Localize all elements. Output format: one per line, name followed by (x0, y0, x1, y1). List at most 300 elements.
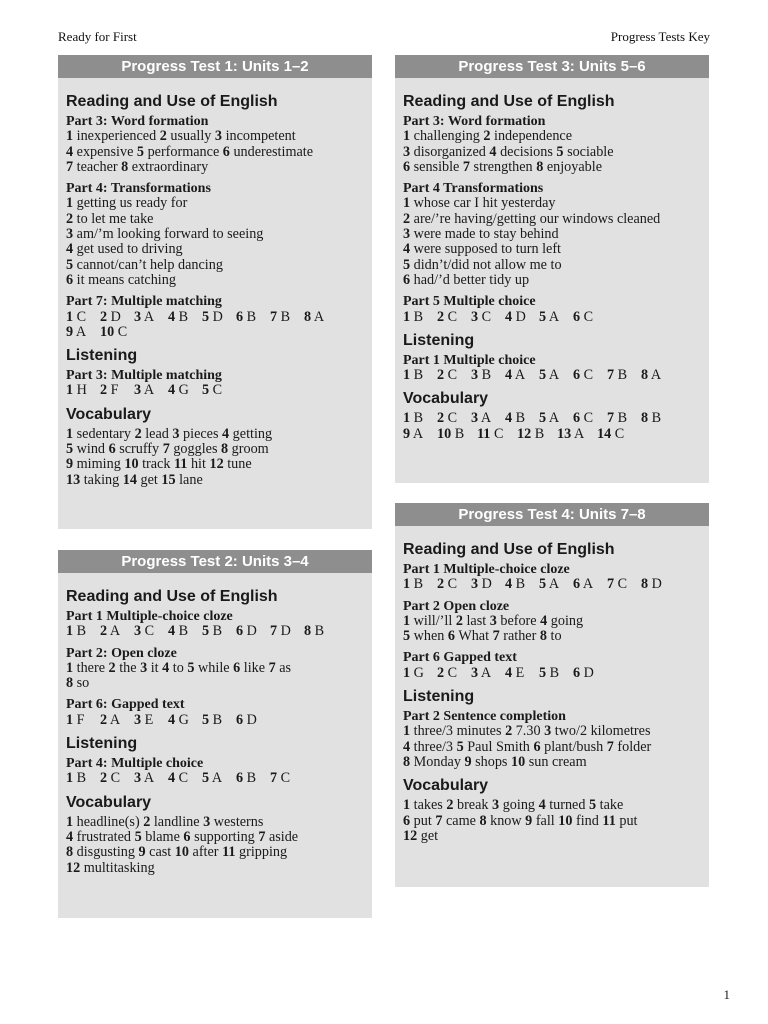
answer-text: sedentary (76, 425, 132, 442)
section-heading: Listening (66, 735, 138, 753)
answer-line (66, 473, 364, 488)
answer-item (448, 628, 489, 644)
answer-number: 4 (66, 143, 74, 160)
answer-number: 3 (134, 770, 142, 787)
answer-item (607, 577, 641, 592)
answer-number: 1 (403, 664, 411, 681)
answer-text: B (76, 770, 87, 787)
answer-text: B (534, 425, 545, 442)
answer-line (66, 196, 364, 211)
answer-item (403, 828, 438, 844)
answer-text: C (583, 308, 594, 325)
answer-number: 14 (597, 425, 612, 442)
answer-item (202, 771, 236, 786)
answer-item (203, 814, 263, 830)
answer-item (403, 813, 432, 829)
answer-item (233, 660, 265, 676)
answer-text: miming (76, 456, 121, 473)
answer-part (66, 181, 364, 288)
answer-item (66, 713, 100, 728)
answer-item (172, 426, 218, 442)
answer-number: 3 (140, 659, 148, 676)
part-title: Part 4: Transformations (66, 181, 211, 197)
answer-text: D (212, 308, 223, 325)
answer-text: C (212, 382, 223, 399)
answer-text: B (314, 623, 325, 640)
answer-number: 12 (403, 827, 418, 844)
answer-text: C (280, 770, 291, 787)
answer-text: like (243, 659, 266, 676)
answer-number: 3 (489, 612, 497, 629)
answer-number: 5 (539, 664, 547, 681)
answer-text: folder (617, 738, 652, 755)
answer-text: find (576, 812, 599, 829)
answer-text: B (549, 664, 560, 681)
answer-text: B (454, 425, 465, 442)
answer-item (437, 577, 471, 592)
answer-number: 5 (403, 256, 411, 273)
answer-number: 1 (66, 711, 74, 728)
answer-item (66, 383, 100, 398)
answer-number: 1 (403, 723, 411, 740)
answer-line (403, 798, 701, 813)
answer-item (539, 577, 573, 592)
answer-text: going (550, 612, 584, 629)
answer-item (403, 226, 559, 242)
answer-number: 6 (573, 367, 581, 384)
answer-number: 6 (108, 441, 116, 458)
answer-text: D (583, 664, 594, 681)
answer-number: 2 (100, 382, 108, 399)
answer-line (66, 861, 364, 876)
answer-number: 1 (403, 797, 411, 814)
panel-progress-test-3 (395, 55, 709, 483)
header-left-text: Ready for First (58, 29, 137, 44)
answer-number: 7 (462, 158, 470, 175)
answer-part (403, 709, 701, 770)
answer-text: landline (153, 813, 200, 830)
answer-text: underestimate (233, 143, 314, 160)
answer-item (471, 577, 505, 592)
answer-number: 13 (557, 425, 572, 442)
panel-title: Progress Test 4: Units 7–8 (395, 503, 709, 526)
answer-number: 10 (174, 844, 189, 861)
answer-item (221, 441, 269, 457)
answer-number: 1 (66, 813, 74, 830)
answer-number: 4 (505, 367, 513, 384)
answer-number: 8 (641, 576, 649, 593)
answer-text: D (651, 576, 662, 593)
answer-text: westerns (213, 813, 264, 830)
answer-text: taking (83, 471, 120, 488)
answer-item (137, 144, 219, 160)
answer-number: 3 (471, 308, 479, 325)
answer-item (66, 310, 100, 325)
answer-text: getting (232, 425, 273, 442)
answer-text: enjoyable (546, 158, 602, 175)
answer-item (556, 144, 613, 160)
answer-text: C (583, 367, 594, 384)
answer-number: 4 (505, 664, 513, 681)
answer-item (140, 660, 159, 676)
answer-item (223, 144, 313, 160)
panel-body (395, 78, 709, 456)
answer-number: 2 (108, 659, 116, 676)
answer-text: put (619, 812, 638, 829)
part-title: Part 1 Multiple choice (403, 352, 536, 368)
answer-number: 13 (66, 471, 81, 488)
answer-text: so (76, 675, 90, 692)
answer-part (403, 798, 701, 844)
answer-number: 4 (505, 308, 513, 325)
answer-number: 7 (162, 441, 170, 458)
panel-progress-test-4 (395, 503, 709, 887)
answer-number: 7 (607, 367, 615, 384)
answer-number: 4 (168, 770, 176, 787)
answer-text: D (515, 308, 526, 325)
answer-item (403, 128, 480, 144)
answer-number: 5 (202, 308, 210, 325)
answer-text: A (75, 323, 87, 340)
answer-text: getting us ready for (76, 195, 188, 212)
answer-item (66, 675, 89, 691)
answer-text: G (413, 664, 424, 681)
part-title: Part 4 Transformations (403, 181, 544, 197)
answer-number: 5 (589, 797, 597, 814)
answer-number: 3 (544, 723, 552, 740)
panel-title: Progress Test 1: Units 1–2 (58, 55, 372, 78)
answer-text: were supposed to turn left (413, 241, 561, 258)
answer-text: C (447, 308, 458, 325)
answer-text: C (447, 367, 458, 384)
answer-number: 2 (100, 623, 108, 640)
section-heading: Vocabulary (66, 405, 152, 423)
answer-line (66, 258, 364, 273)
answer-text: A (548, 576, 560, 593)
answer-number: 7 (66, 158, 74, 175)
answer-item (66, 241, 183, 257)
answer-item (66, 195, 187, 211)
answer-number: 5 (187, 659, 195, 676)
answer-number: 4 (168, 382, 176, 399)
panel-title: Progress Test 2: Units 3–4 (58, 550, 372, 573)
answer-text: A (480, 664, 492, 681)
answer-number: 6 (66, 271, 74, 288)
answer-text: B (212, 623, 223, 640)
answer-text: sun cream (528, 753, 587, 770)
answer-item (100, 624, 134, 639)
answer-number: 11 (602, 812, 616, 829)
answer-number: 4 (505, 410, 513, 427)
answer-number: 2 (483, 128, 491, 145)
answer-number: 7 (607, 576, 615, 593)
answer-number: 1 (403, 410, 411, 427)
answer-number: 6 (403, 271, 411, 288)
answer-item (134, 310, 168, 325)
answer-text: had/’d better tidy up (413, 271, 530, 288)
answer-number: 1 (403, 308, 411, 325)
answer-text: A (650, 367, 662, 384)
answer-text: usually (170, 128, 212, 145)
answer-number: 6 (573, 308, 581, 325)
answer-number: 3 (134, 382, 142, 399)
answer-text: didn’t/did not allow me to (413, 256, 562, 273)
answer-item (124, 456, 170, 472)
answer-number: 5 (539, 308, 547, 325)
answer-number: 4 (403, 738, 411, 755)
answer-item (168, 310, 202, 325)
answer-text: B (413, 367, 424, 384)
answer-item (109, 441, 160, 457)
answer-number: 5 (134, 828, 142, 845)
answer-part (66, 427, 364, 488)
answer-text: B (178, 308, 189, 325)
answer-item (66, 829, 131, 845)
answer-item (403, 613, 452, 629)
answer-item (202, 713, 236, 728)
answer-item (403, 272, 529, 288)
answer-text: A (548, 410, 560, 427)
answer-text: B (651, 410, 662, 427)
part-title: Part 6 Gapped text (403, 650, 517, 666)
answer-part (66, 368, 364, 399)
answer-item (163, 441, 218, 457)
answer-text: get (420, 827, 439, 844)
answer-item (160, 128, 212, 144)
answer-line (403, 629, 701, 644)
answer-line (403, 666, 701, 681)
section-heading: Vocabulary (403, 390, 489, 408)
answer-text: A (143, 382, 155, 399)
answer-part (403, 599, 701, 645)
answer-number: 6 (183, 828, 191, 845)
answer-line (66, 273, 364, 288)
answer-line (403, 227, 701, 242)
part-title: Part 7: Multiple matching (66, 294, 222, 310)
answer-item (304, 624, 338, 639)
answer-item (505, 310, 539, 325)
answer-item (558, 813, 599, 829)
answer-line (66, 457, 364, 472)
answer-text: D (481, 576, 492, 593)
answer-item (403, 368, 437, 383)
answer-number: 2 (403, 210, 411, 227)
answer-text: sociable (567, 143, 614, 160)
answer-text: C (447, 664, 458, 681)
answer-item (511, 754, 587, 770)
answer-item (403, 144, 486, 160)
answer-text: tune (227, 456, 252, 473)
answer-item (533, 739, 603, 755)
answer-text: B (413, 410, 424, 427)
answer-text: there (76, 659, 105, 676)
answer-line (403, 196, 701, 211)
answer-line (66, 242, 364, 257)
part-title: Part 2 Open cloze (403, 598, 510, 614)
answer-number: 10 (511, 753, 526, 770)
answer-number: 2 (455, 612, 463, 629)
answer-number: 8 (479, 812, 487, 829)
answer-line (66, 145, 364, 160)
answer-text: groom (231, 441, 269, 458)
answer-number: 7 (607, 410, 615, 427)
answer-text: A (573, 425, 585, 442)
answer-item (493, 628, 537, 644)
answer-number: 1 (66, 770, 74, 787)
answer-number: 3 (403, 143, 411, 160)
answer-text: cast (149, 844, 172, 861)
answer-item (602, 813, 637, 829)
answer-text: expensive (76, 143, 134, 160)
answer-item (123, 472, 158, 488)
answer-text: supporting (194, 828, 255, 845)
answer-number: 4 (66, 828, 74, 845)
answer-text: G (178, 382, 189, 399)
answer-line (66, 442, 364, 457)
answer-part (403, 114, 701, 175)
answer-text: C (617, 576, 628, 593)
answer-number: 2 (437, 367, 445, 384)
answer-text: A (109, 623, 121, 640)
answer-item (222, 844, 287, 860)
answer-text: challenging (413, 128, 480, 145)
answer-item (573, 368, 607, 383)
answer-item (66, 272, 176, 288)
answer-text: Paul Smith (467, 738, 530, 755)
answer-number: 2 (437, 308, 445, 325)
answer-number: 4 (66, 241, 74, 258)
answer-item (135, 829, 180, 845)
answer-text: inexperienced (76, 128, 157, 145)
answer-text: C (447, 410, 458, 427)
answer-text: B (617, 367, 628, 384)
answer-item (202, 310, 236, 325)
section-heading: Listening (403, 331, 475, 349)
answer-item (66, 441, 105, 457)
answer-item (573, 577, 607, 592)
answer-number: 11 (173, 456, 188, 473)
answer-item (109, 660, 137, 676)
section-heading: Listening (403, 688, 475, 706)
answer-text: B (178, 623, 189, 640)
answer-item (573, 411, 607, 426)
section-heading: Vocabulary (66, 793, 152, 811)
part-title: Part 2 Sentence completion (403, 709, 566, 725)
answer-text: E (515, 664, 525, 681)
answer-number: 4 (168, 623, 176, 640)
answer-item (464, 754, 507, 770)
answer-number: 6 (236, 623, 244, 640)
answer-number: 8 (641, 367, 649, 384)
answer-line (403, 614, 701, 629)
answer-text: C (110, 770, 121, 787)
answer-part (403, 562, 701, 593)
answer-item (437, 411, 471, 426)
answer-number: 9 (66, 323, 74, 340)
answer-text: going (502, 797, 536, 814)
answer-number: 14 (122, 471, 137, 488)
answer-number: 4 (162, 659, 170, 676)
answer-part (403, 353, 701, 384)
answer-number: 15 (161, 471, 176, 488)
answer-item (641, 368, 675, 383)
answer-item (304, 310, 338, 325)
header-right-text: Progress Tests Key (610, 29, 710, 44)
answer-line (403, 242, 701, 257)
answer-number: 7 (492, 628, 500, 645)
answer-number: 5 (456, 738, 464, 755)
answer-number: 3 (471, 576, 479, 593)
answer-text: C (447, 576, 458, 593)
answer-number: 5 (136, 143, 145, 160)
answer-text: when (413, 628, 445, 645)
answer-number: 2 (437, 576, 445, 593)
answer-text: incompetent (225, 128, 296, 145)
panel-progress-test-2 (58, 550, 372, 918)
part-title: Part 6: Gapped text (66, 697, 185, 713)
answer-text: turned (549, 797, 586, 814)
answer-item (403, 739, 453, 755)
answer-text: hit (190, 456, 206, 473)
answer-text: B (212, 711, 223, 728)
answer-text: to (550, 628, 562, 645)
answer-item (202, 624, 236, 639)
answer-item (270, 310, 304, 325)
answer-line (403, 577, 701, 592)
answer-number: 3 (471, 367, 479, 384)
answer-item (270, 624, 304, 639)
answer-text: are/’re having/getting our windows cleaned (413, 210, 661, 227)
answer-text: teacher (76, 158, 118, 175)
answer-item (100, 771, 134, 786)
answer-item (270, 771, 304, 786)
answer-item (589, 797, 623, 813)
answer-number: 1 (66, 308, 74, 325)
answer-item (437, 310, 471, 325)
answer-text: B (617, 410, 628, 427)
panel-body (58, 573, 372, 890)
answer-text: H (76, 382, 87, 399)
answer-item (471, 666, 505, 681)
answer-text: get used to driving (76, 241, 183, 258)
answer-item (143, 814, 199, 830)
answer-item (457, 739, 530, 755)
answer-item (539, 411, 573, 426)
answer-number: 6 (573, 576, 581, 593)
answer-part (403, 181, 701, 288)
part-title: Part 2: Open cloze (66, 645, 177, 661)
answer-text: D (280, 623, 291, 640)
panel-body (395, 526, 709, 858)
answer-number: 7 (435, 812, 443, 829)
answer-item (134, 383, 168, 398)
answer-text: were made to stay behind (413, 226, 559, 243)
answer-item (463, 159, 533, 175)
section-heading: Reading and Use of English (66, 93, 278, 110)
answer-text: disgusting (76, 844, 135, 861)
answer-text: to let me take (76, 210, 154, 227)
answer-item (403, 797, 443, 813)
answer-number: 4 (222, 425, 230, 442)
answer-number: 5 (202, 382, 210, 399)
answer-item (66, 456, 121, 472)
answer-part (66, 815, 364, 876)
answer-text: three/3 minutes (413, 723, 502, 740)
answer-item (477, 427, 517, 442)
answer-text: A (109, 711, 121, 728)
answer-line (403, 740, 701, 755)
answer-item (539, 797, 586, 813)
